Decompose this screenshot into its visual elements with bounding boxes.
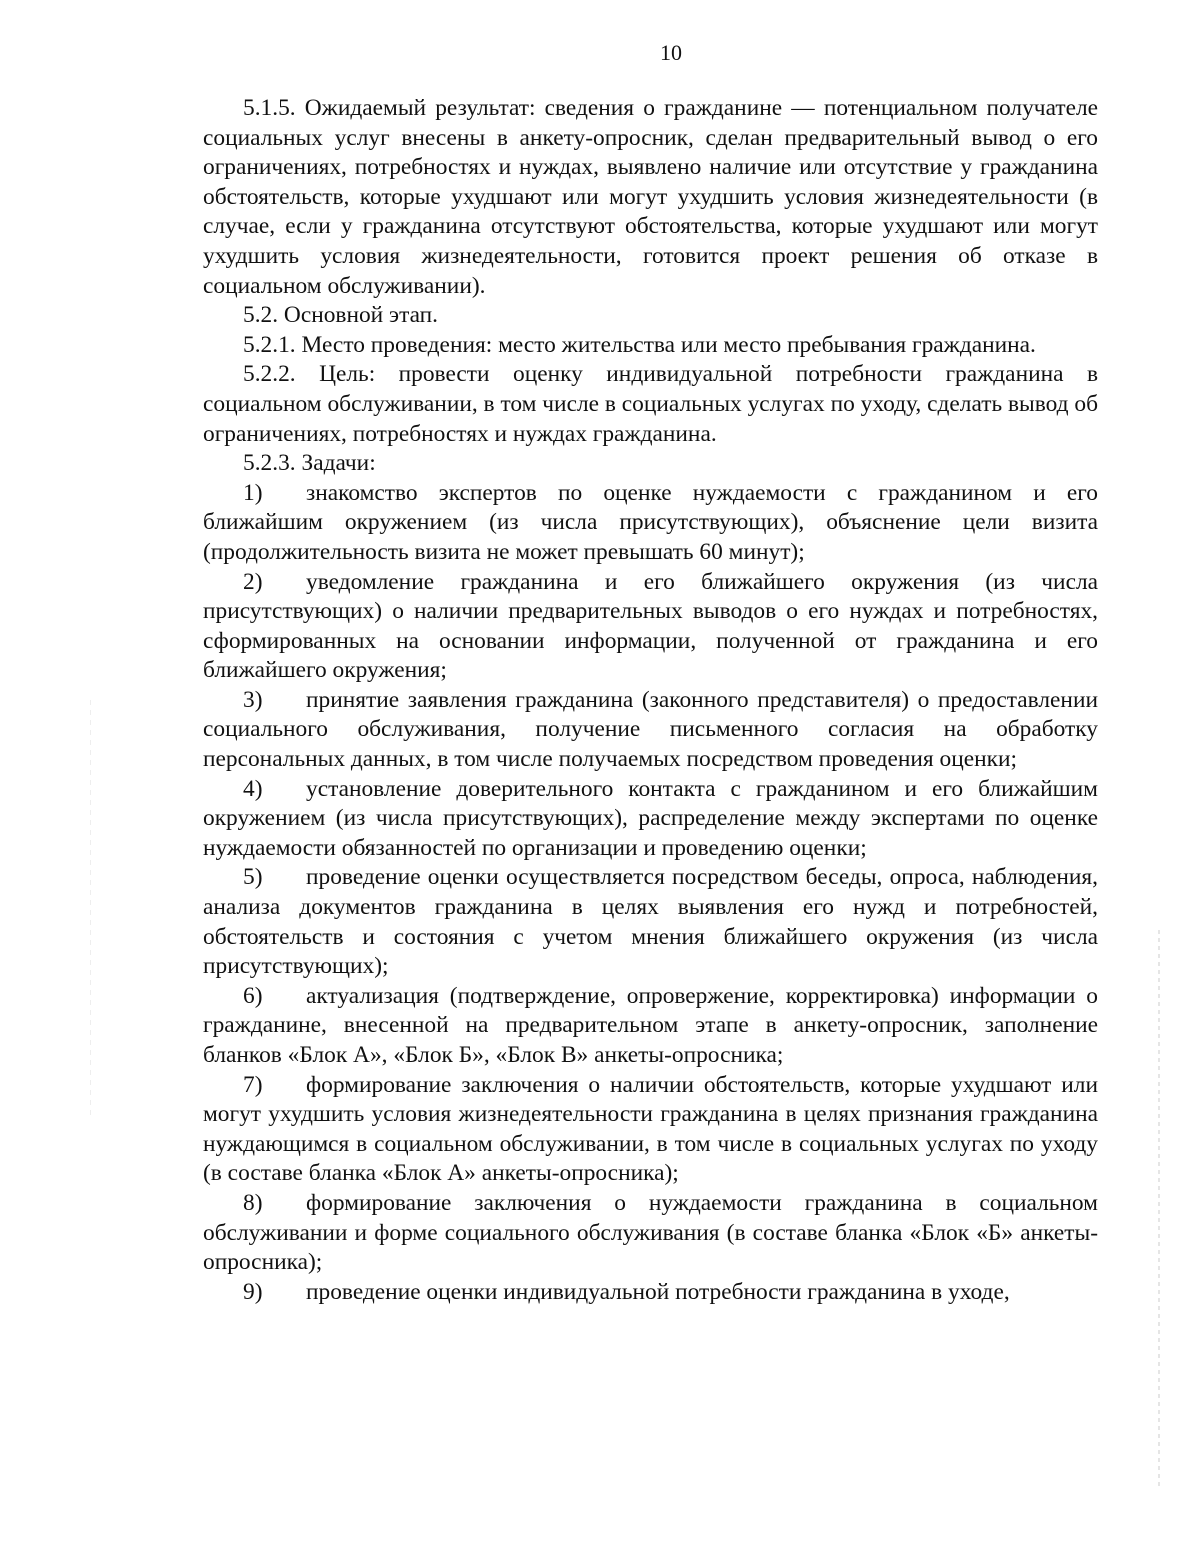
document-body	[203, 94, 1098, 1307]
list-item	[203, 863, 1098, 981]
list-item-number: 8)	[243, 1189, 263, 1216]
paragraph-tasks-heading: 5.2.3. Задачи:	[243, 450, 376, 477]
paragraph-main-stage: 5.2. Основной этап.	[243, 302, 439, 329]
scan-artifact-right	[1158, 930, 1160, 1490]
list-item-number: 3)	[243, 686, 263, 713]
list-item-number: 9)	[243, 1278, 263, 1305]
list-item-number: 6)	[243, 982, 263, 1009]
list-item	[203, 479, 1098, 568]
paragraph-expected-result: 5.1.5. Ожидаемый результат: сведения о гражданине — потенциальном получателе социальных услуг внесены в анкету-опросник, сделан предварительный вывод о его ограничениях, потребностях и нуждах, выявлено наличие или отсутствие у гражданина обстоятельств, которые ухудшают или могут ухудшить условия жизнедеятельности (в случае, если у гражданина отсутствуют обстоятельства, которые ухудшают или могут ухудшить условия жизнедеятельности, готовится проект решения об отказе в социальном обслуживании).	[203, 95, 1098, 299]
list-item	[203, 1278, 1098, 1308]
list-item-number: 2)	[243, 568, 263, 595]
scan-artifact-left	[90, 700, 91, 1120]
list-item-text: формирование заключения о наличии обстоятельств, которые ухудшают или могут ухудшить условия жизнедеятельности гражданина в целях признания гражданина нуждающимся в социальном обслуживании, в том числе в социальных услугах по уходу (в составе бланка «Блок А» анкеты-опросника);	[203, 1071, 1098, 1187]
list-item-number: 4)	[243, 775, 263, 802]
list-item-number: 7)	[243, 1071, 263, 1098]
paragraph-location: 5.2.1. Место проведения: место жительства или место пребывания гражданина.	[243, 331, 1036, 358]
page-number: 10	[660, 40, 682, 65]
list-item-text: установление доверительного контакта с гражданином и его ближайшим окружением (из числа присутствующих), распределение между экспертами по оценке нуждаемости обязанностей по организации и проведению оценки;	[203, 775, 1098, 861]
paragraph-goal: 5.2.2. Цель: провести оценку индивидуальной потребности гражданина в социальном обслуживании, в том числе в социальных услугах по уходу, сделать вывод об ограничениях, потребностях и нуждах гражданина.	[203, 361, 1098, 447]
list-item	[203, 982, 1098, 1071]
list-item-text: принятие заявления гражданина (законного представителя) о предоставлении социального обслуживания, получение письменного согласия на обработку персональных данных, в том числе получаемых посредством проведения оценки;	[203, 686, 1098, 773]
list-item	[203, 1189, 1098, 1278]
list-item	[203, 775, 1098, 864]
list-item-text: знакомство экспертов по оценке нуждаемости с гражданином и его ближайшим окружением (из числа присутствующих), объяснение цели визита (продолжительность визита не может превышать 60 минут);	[203, 479, 1098, 565]
list-item-text: уведомление гражданина и его ближайшего окружения (из числа присутствующих) о наличии предварительных выводов о его нуждах и потребностях, сформированных на основании информации, полученной от гражданина и его ближайшего окружения;	[203, 568, 1098, 684]
list-item-text: проведение оценки индивидуальной потребности гражданина в уходе,	[306, 1278, 1010, 1305]
list-item-number: 5)	[243, 864, 263, 891]
list-item-text: формирование заключения о нуждаемости гражданина в социальном обслуживании и форме социального обслуживания (в составе бланка «Блок «Б» анкеты-опросника);	[203, 1189, 1098, 1276]
list-item	[203, 686, 1098, 775]
list-item	[203, 568, 1098, 686]
list-item-number: 1)	[243, 479, 263, 506]
list-item-text: актуализация (подтверждение, опровержение, корректировка) информации о гражданине, внесенной на предварительном этапе в анкету-опросник, заполнение бланков «Блок А», «Блок Б», «Блок В» анкеты-опросника;	[203, 982, 1098, 1068]
list-item-text: проведение оценки осуществляется посредством беседы, опроса, наблюдения, анализа документов гражданина в целях выявления его нужд и потребностей, обстоятельств и состояния с учетом мнения ближайшего окружения (из числа присутствующих);	[203, 864, 1098, 980]
list-item	[203, 1071, 1098, 1189]
